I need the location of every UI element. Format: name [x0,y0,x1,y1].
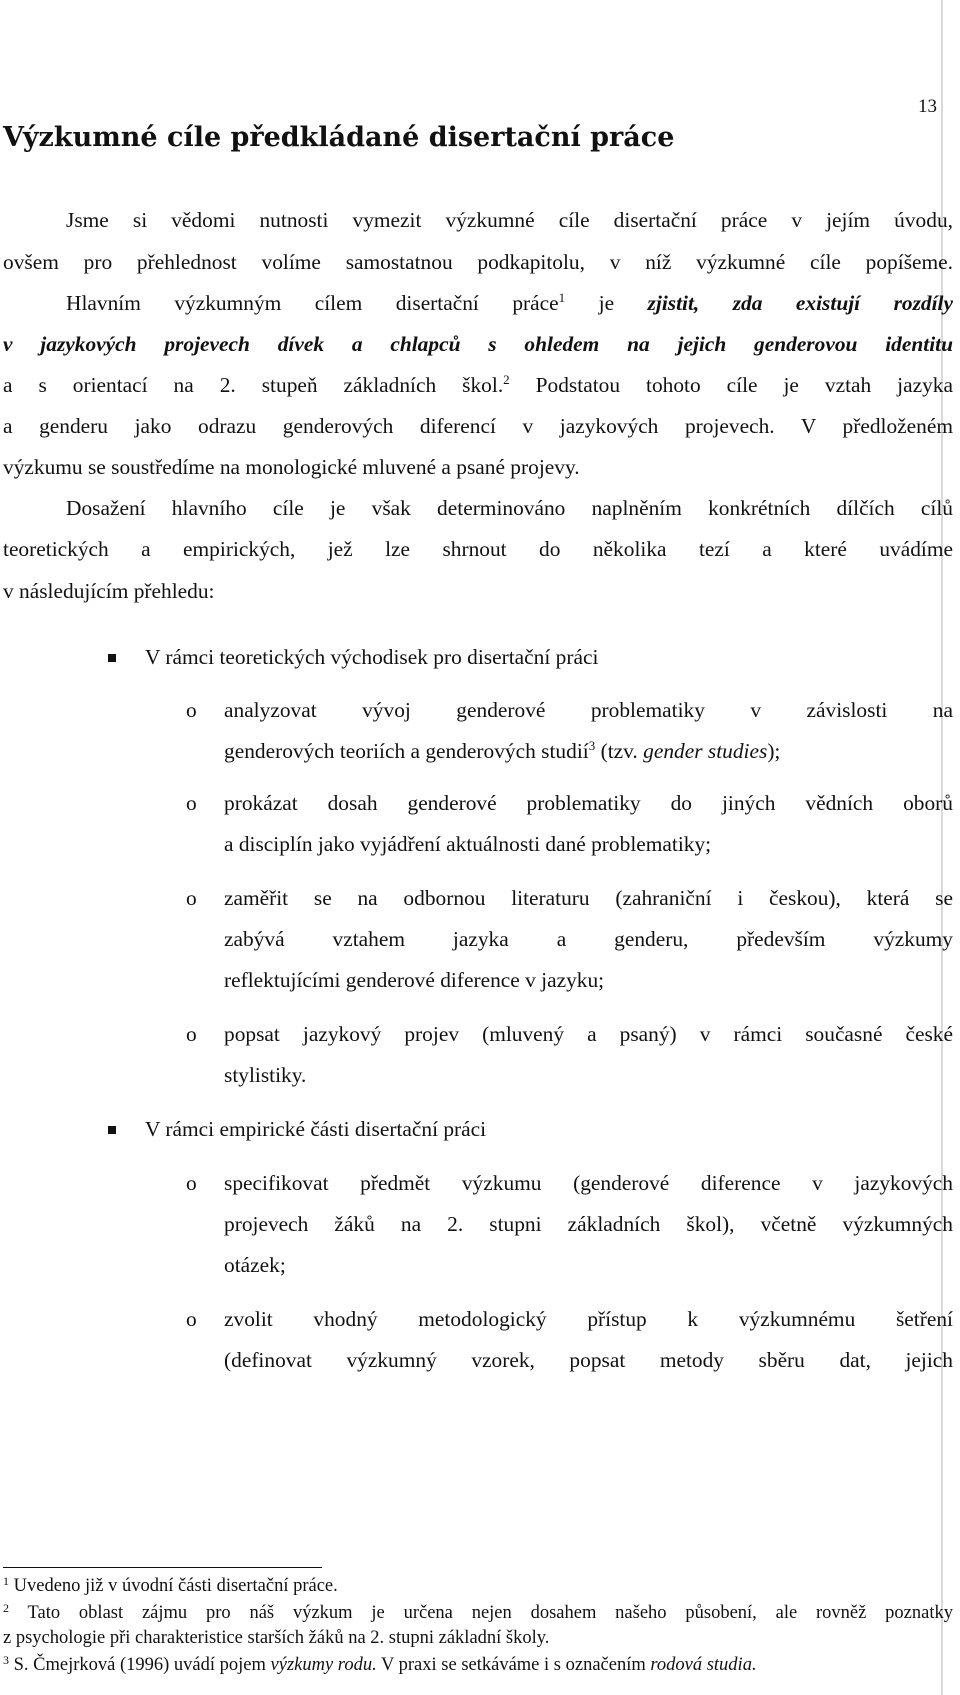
para2-text: Podstatou tohoto cíle je vztah jazyka [509,373,953,397]
footnote-3 [3,1653,953,1675]
circle-bullet-icon: o [186,698,197,722]
footnote-number: 2 [3,1601,9,1615]
footnote-1 [3,1574,953,1596]
s2-item1-line3: otázek; [224,1253,286,1277]
footnote-text: V praxi se setkáváme i s označením [376,1655,651,1675]
footnote-emphasis: výzkumy rodu. [270,1655,377,1675]
section2-title: V rámci empirické části disertační práci [145,1117,487,1141]
para2-line5: výzkumu se soustředíme na monologické mluvené a psané projevy. [3,455,580,479]
circle-bullet-icon: o [186,1171,197,1195]
footnote-emphasis: rodová studia. [650,1655,757,1675]
para1-line1: Jsme si vědomi nutnosti vymezit výzkumné cíle disertační práce v jejím úvodu, [66,208,953,232]
s1-item3-line3: reflektujícími genderové diference v jazyku; [224,968,605,992]
para2-emphasis: zjistit, zda existují rozdíly [647,291,953,315]
para3-line1: Dosažení hlavního cíle je však determinováno naplněním konkrétních dílčích cílů [66,496,953,520]
footnote-ref-1[interactable]: 1 [558,290,566,305]
footnote-2-line1 [3,1601,953,1623]
circle-bullet-icon: o [186,1022,197,1046]
s1-item2-line1: prokázat dosah genderové problematiky do jiných vědních oborů [224,791,953,815]
s2-item1-line1: specifikovat předmět výzkumu (genderové diference v jazykových [224,1171,953,1195]
section-heading: Výzkumné cíle předkládané disertační práce [3,122,675,153]
para2-text: Hlavním výzkumným cílem disertační práce [66,291,559,315]
page-number: 13 [918,96,937,117]
s2-item1-line2: projevech žáků na 2. stupni základních škol), včetně výzkumných [224,1212,953,1236]
s1-item1-line2 [224,738,953,763]
footnote-number: 1 [3,1574,9,1588]
footnote-2-line2: z psychologie při charakteristice starších žáků na 2. stupni základní školy. [3,1628,550,1648]
footnote-number: 3 [3,1653,9,1667]
s1-item4-line2: stylistiky. [224,1063,307,1087]
s1-item4-line1: popsat jazykový projev (mluvený a psaný) v rámci současné české [224,1022,953,1046]
footnote-separator [3,1567,322,1568]
para3-line2: teoretických a empirických, jež lze shrnout do několika tezí a které uvádíme [3,537,953,561]
para2-line2: v jazykových projevech dívek a chlapců s ohledem na jejich genderovou identitu [3,332,953,356]
para3-line3: v následujícím přehledu: [3,579,215,603]
footnote-text: S. Čmejrková (1996) uvádí pojem [9,1655,271,1675]
section1-title: V rámci teoretických východisek pro disertační práci [145,645,599,669]
s1-item1-line1: analyzovat vývoj genderové problematiky v závislosti na [224,698,953,722]
s2-item2-line1: zvolit vhodný metodologický přístup k výzkumnému šetření [224,1307,953,1331]
para2-line4: a genderu jako odrazu genderových diferencí v jazykových projevech. V předloženém [3,414,953,438]
para2-text: je [565,291,648,315]
para2-line1 [66,290,953,315]
footnote-ref-3[interactable]: 3 [588,738,596,753]
para1-line2: ovšem pro přehlednost volíme samostatnou podkapitolu, v níž výzkumné cíle popíšeme. [3,250,953,274]
para2-text: a s orientací na 2. stupeň základních škol. [3,373,504,397]
circle-bullet-icon: o [186,886,197,910]
square-bullet-icon [108,1126,116,1134]
s1-item1-text: ); [767,739,781,763]
s1-item2-line2: a disciplín jako vyjádření aktuálnosti dané problematiky; [224,832,712,856]
s1-item1-text: (tzv. [595,739,644,763]
square-bullet-icon [108,654,116,662]
s2-item2-line2: (definovat výzkumný vzorek, popsat metody sběru dat, jejich [224,1348,953,1372]
s1-item3-line2: zabývá vztahem jazyka a genderu, především výzkumy [224,927,953,951]
footnote-ref-2[interactable]: 2 [503,372,510,387]
para2-line3 [3,372,953,397]
footnote-text: Tato oblast zájmu pro náš výzkum je určena nejen dosahem našeho působení, ale rovněž poznatky [9,1603,953,1623]
footnote-text: Uvedeno již v úvodní části disertační práce. [9,1576,338,1596]
s1-item3-line1: zaměřit se na odbornou literaturu (zahraniční i českou), která se [224,886,953,910]
circle-bullet-icon: o [186,1307,197,1331]
circle-bullet-icon: o [186,791,197,815]
s1-item1-emphasis: gender studies [643,739,768,763]
s1-item1-text: genderových teoriích a genderových studií [224,739,589,763]
